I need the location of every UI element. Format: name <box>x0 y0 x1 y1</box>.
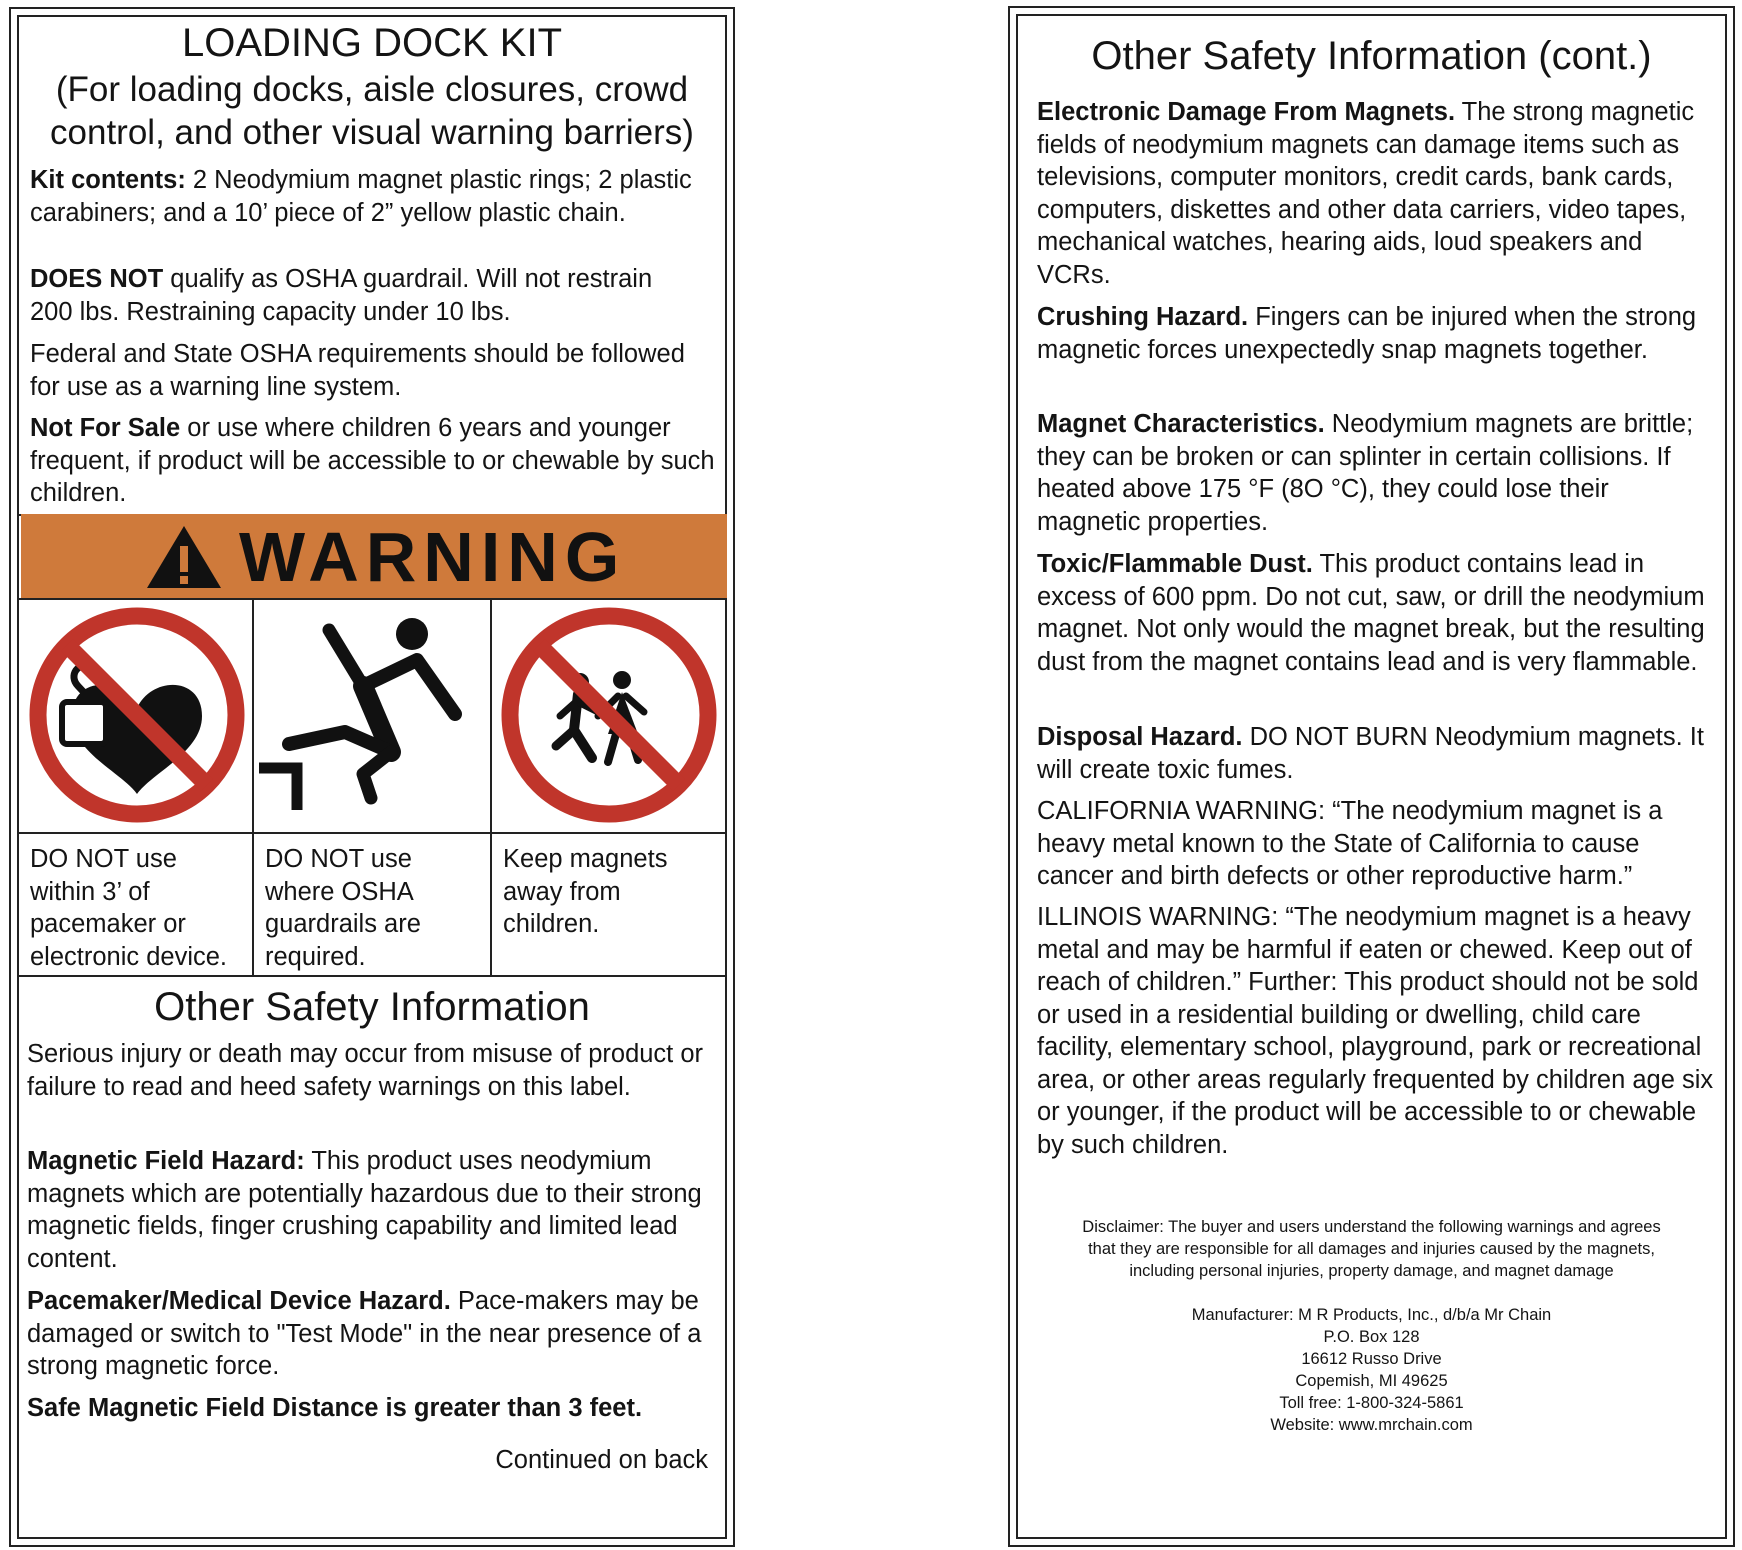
not-for-sale-paragraph <box>30 412 730 510</box>
kit-contents-text: 2 Neodymium magnet plastic rings; 2 plastic carabiners; and a 10’ piece of 2” yellow plastic chain. <box>30 166 692 227</box>
toxic-dust-label: Toxic/Flammable Dust. <box>1037 550 1313 578</box>
divider <box>19 832 727 834</box>
manufacturer-name: Manufacturer: M R Products, Inc., d/b/a Mr Chain <box>1191 1306 1552 1324</box>
magnet-characteristics-paragraph <box>1037 408 1717 538</box>
disclaimer-line: that they are responsible for all damages and injuries caused by the magnets, <box>1088 1240 1655 1258</box>
illinois-warning: ILLINOIS WARNING: “The neodymium magnet is a heavy metal and may be harmful if eaten or chewed. Keep out of reach of children.” Further: This product should not be sold or used in a residential building or dwelling, child care facility, elementary school, playground, park or recreational area, or other areas regularly frequented by children age six or younger, if the product will be accessible to or chewable by such children. <box>1037 903 1714 1159</box>
kit-subtitle-line-1: (For loading docks, aisle closures, crowd <box>55 70 689 109</box>
magnetic-field-hazard-label: Magnetic Field Hazard: <box>27 1147 305 1175</box>
not-for-sale-text: or use where children 6 years and younger frequent, if product will be accessible to or chewable by such children. <box>30 414 715 507</box>
warning-triangle-icon <box>145 524 223 590</box>
manufacturer-po-box: P.O. Box 128 <box>1323 1328 1420 1346</box>
no-pacemaker-icon <box>26 604 248 826</box>
children-caption: Keep magnets away from children. <box>503 845 668 938</box>
manufacturer-phone: Toll free: 1-800-324-5861 <box>1279 1394 1464 1412</box>
california-warning: CALIFORNIA WARNING: “The neodymium magnet is a heavy metal known to the State of California to cause cancer and birth defects or other reproductive harm.” <box>1037 797 1663 890</box>
magnetic-field-hazard-text: This product uses neodymium magnets which are potentially hazardous due to their strong magnetic fields, finger crushing capability and limited lead content. <box>27 1147 702 1273</box>
federal-osha-paragraph: Federal and State OSHA requirements should be followed for use as a warning line system. <box>30 340 685 401</box>
warning-banner <box>21 514 727 598</box>
crushing-hazard-paragraph <box>1037 301 1717 366</box>
kit-contents-paragraph <box>30 164 700 229</box>
electronic-damage-text: The strong magnetic fields of neodymium magnets can damage items such as televisions, computer monitors, credit cards, bank cards, computers, diskettes and other data carriers, video tapes, mechanical watches, hearing aids, loud speakers and VCRs. <box>1037 98 1695 289</box>
disposal-hazard-text: DO NOT BURN Neodymium magnets. It will create toxic fumes. <box>1037 723 1704 784</box>
injury-paragraph: Serious injury or death may occur from misuse of product or failure to read and heed safety warnings on this label. <box>27 1040 704 1101</box>
disposal-hazard-paragraph <box>1037 721 1717 786</box>
magnet-characteristics-label: Magnet Characteristics. <box>1037 410 1325 438</box>
other-safety-title: Other Safety Information <box>154 985 590 1029</box>
manufacturer-street: 16612 Russo Drive <box>1301 1350 1442 1368</box>
kit-subtitle-line-2: control, and other visual warning barriers) <box>50 113 694 152</box>
continued-on-back: Continued on back <box>495 1446 708 1474</box>
manufacturer-city: Copemish, MI 49625 <box>1295 1372 1448 1390</box>
osha-guardrail-caption: DO NOT use where OSHA guardrails are required. <box>265 845 421 971</box>
back-title: Other Safety Information (cont.) <box>1091 34 1652 78</box>
electronic-damage-label: Electronic Damage From Magnets. <box>1037 98 1456 126</box>
back-label <box>1008 6 1735 1547</box>
osha-notice-label: DOES NOT <box>30 265 164 293</box>
osha-notice-text: qualify as OSHA guardrail. Will not restrain 200 lbs. Restraining capacity under 10 lbs. <box>30 265 653 326</box>
no-children-icon <box>498 604 720 826</box>
disclaimer-line: including personal injuries, property damage, and magnet damage <box>1129 1262 1614 1280</box>
fall-hazard-icon <box>259 604 485 826</box>
disclaimer-line: Disclaimer: The buyer and users understand the following warnings and agrees <box>1082 1218 1661 1236</box>
toxic-dust-text: This product contains lead in excess of 600 ppm. Do not cut, saw, or drill the neodymium magnet. Not only would the magnet break, but the resulting dust from the magnet contains lead and is very flammable. <box>1037 550 1705 676</box>
toxic-dust-paragraph <box>1037 548 1717 678</box>
crushing-hazard-text: Fingers can be injured when the strong magnetic forces unexpectedly snap magnets together. <box>1037 303 1697 364</box>
not-for-sale-label: Not For Sale <box>30 414 181 442</box>
disposal-hazard-label: Disposal Hazard. <box>1037 723 1243 751</box>
kit-contents-label: Kit contents: <box>30 166 186 194</box>
divider <box>490 598 492 975</box>
magnet-characteristics-text: Neodymium magnets are brittle; they can be broken or can splinter in certain collisions. If heated above 175 °F (8O °C), they could lose their magnetic properties. <box>1037 410 1694 536</box>
divider <box>19 975 727 977</box>
osha-notice-paragraph <box>30 263 700 328</box>
manufacturer-website: Website: www.mrchain.com <box>1270 1416 1473 1434</box>
divider <box>19 598 727 600</box>
warning-word: WARNING <box>239 518 627 596</box>
front-label <box>9 7 735 1547</box>
crushing-hazard-label: Crushing Hazard. <box>1037 303 1249 331</box>
pacemaker-caption: DO NOT use within 3’ of pacemaker or electronic device. <box>30 845 228 971</box>
divider <box>252 598 254 975</box>
magnetic-field-hazard-paragraph <box>27 1145 717 1275</box>
pacemaker-hazard-label: Pacemaker/Medical Device Hazard. <box>27 1287 451 1315</box>
kit-title: LOADING DOCK KIT <box>181 21 563 65</box>
safe-distance-notice: Safe Magnetic Field Distance is greater than 3 feet. <box>27 1394 643 1422</box>
pacemaker-hazard-text: Pace-makers may be damaged or switch to "Test Mode" in the near presence of a strong magnetic force. <box>27 1287 702 1380</box>
pacemaker-hazard-paragraph <box>27 1285 727 1383</box>
electronic-damage-paragraph <box>1037 96 1717 291</box>
